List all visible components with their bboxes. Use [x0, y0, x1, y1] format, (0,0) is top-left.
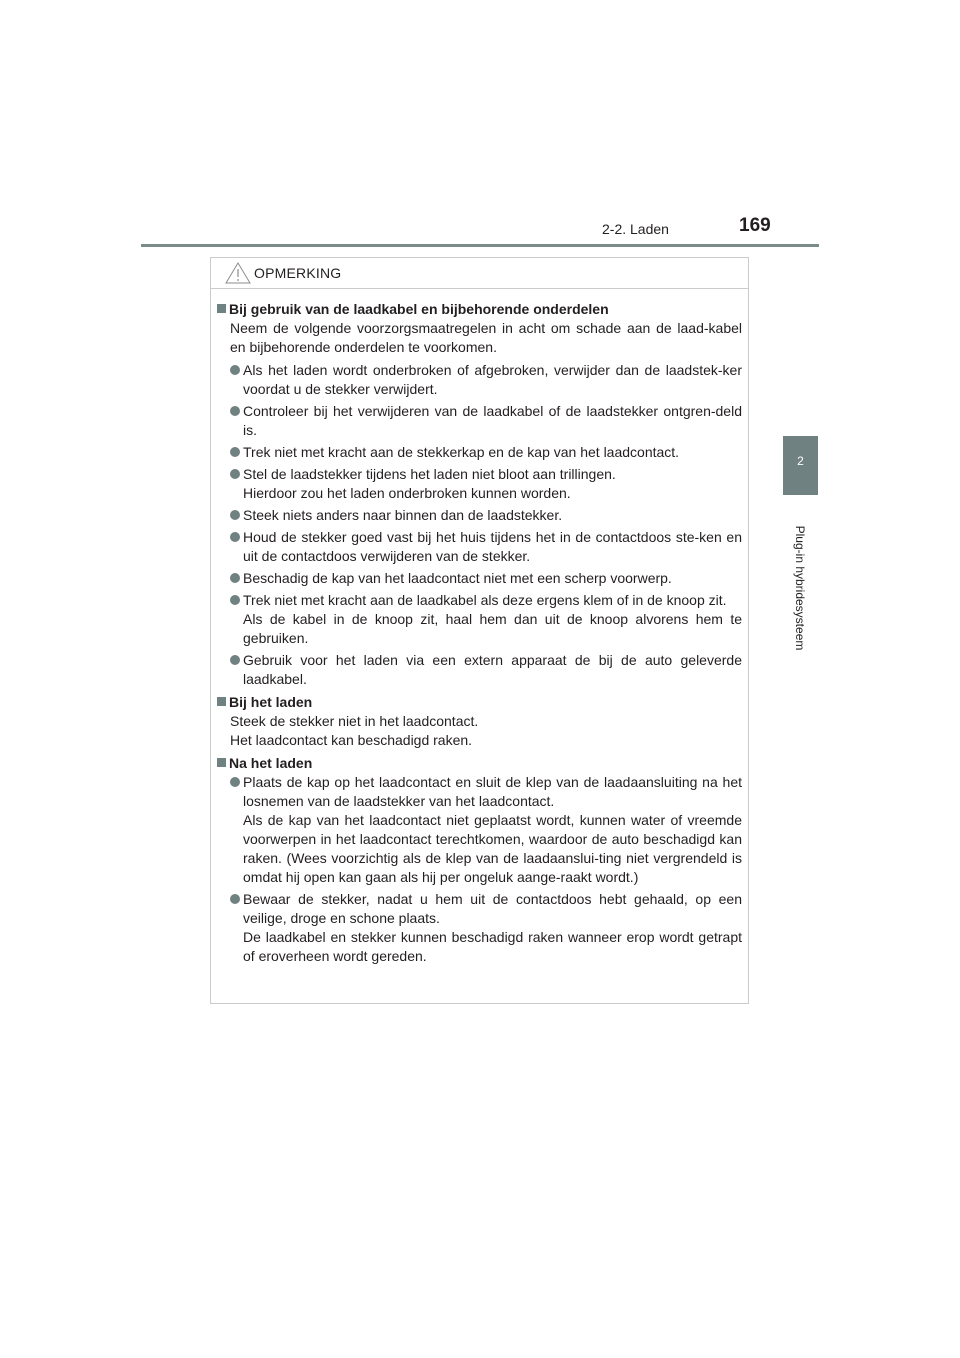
round-bullet-icon — [230, 406, 240, 416]
list-item: Houd de stekker goed vast bij het huis tijdens het in de contactdoos ste-ken en uit de contactdoos verwijderen van de stekker. — [217, 528, 742, 566]
section-heading: Bij het laden — [217, 693, 742, 712]
list-item: Beschadig de kap van het laadcontact niet met een scherp voorwerp. — [217, 569, 742, 588]
section-text: Steek de stekker niet in het laadcontact. Het laadcontact kan beschadigd raken. — [230, 713, 479, 748]
round-bullet-icon — [230, 365, 240, 375]
section-title: 2-2. Laden — [602, 221, 669, 237]
round-bullet-icon — [230, 777, 240, 787]
section-after-charging — [217, 754, 742, 966]
section-intro: Neem de volgende voorzorgsmaatregelen in acht om schade aan de laad-kabel en bijbehorende onderdelen te voorkomen. — [230, 320, 742, 355]
chapter-number: 2 — [797, 454, 804, 468]
section-charging-cable — [217, 300, 742, 689]
list-item: Plaats de kap op het laadcontact en sluit de klep van de laadaansluiting na het losnemen van de laadstekker van het laadcontact. Als de kap van het laadcontact niet geplaatst wordt, kunnen water of vreemde voorwerpen in het laadcontact terechtkomen, waardoor de auto beschadigd kan raken. (Wees voorzichtig als de klep van de laadaanslui-ting niet vergrendeld is omdat hij open kan gaan als hij per ongeluk aange-raakt wordt.) — [217, 773, 742, 887]
round-bullet-icon — [230, 447, 240, 457]
round-bullet-icon — [230, 573, 240, 583]
section-heading: Na het laden — [217, 754, 742, 773]
round-bullet-icon — [230, 532, 240, 542]
list-item: Stel de laadstekker tijdens het laden niet bloot aan trillingen. Hierdoor zou het laden onderbroken kunnen worden. — [217, 465, 742, 503]
round-bullet-icon — [230, 894, 240, 904]
round-bullet-icon — [230, 510, 240, 520]
chapter-title-vertical — [790, 525, 810, 651]
list-item: Steek niets anders naar binnen dan de laadstekker. — [217, 506, 742, 525]
notice-title: OPMERKING — [254, 265, 342, 281]
round-bullet-icon — [230, 595, 240, 605]
chapter-tab — [783, 436, 818, 495]
round-bullet-icon — [230, 469, 240, 479]
chapter-title: Plug-in hybridesysteem — [793, 525, 807, 651]
notice-box — [210, 257, 749, 1004]
list-item: Gebruik voor het laden via een extern apparaat de bij de auto geleverde laadkabel. — [217, 651, 742, 689]
list-item: Controleer bij het verwijderen van de laadkabel of de laadstekker ontgren-deld is. — [217, 402, 742, 440]
warning-triangle-icon — [225, 262, 251, 284]
section-heading: Bij gebruik van de laadkabel en bijbehorende onderdelen — [217, 300, 742, 319]
list-item: Trek niet met kracht aan de laadkabel als deze ergens klem of in de knoop zit. Als de kabel in de knoop zit, haal hem dan uit de knoop alvorens hem te gebruiken. — [217, 591, 742, 648]
list-item: Als het laden wordt onderbroken of afgebroken, verwijder dan de laadstek-ker voordat u de stekker verwijdert. — [217, 361, 742, 399]
square-bullet-icon — [217, 304, 226, 313]
header-divider — [141, 244, 819, 247]
square-bullet-icon — [217, 697, 226, 706]
round-bullet-icon — [230, 655, 240, 665]
list-item: Bewaar de stekker, nadat u hem uit de contactdoos hebt gehaald, op een veilige, droge en schone plaats. De laadkabel en stekker kunnen beschadigd raken wanneer erop wordt getrapt of eroverheen wordt gereden. — [217, 890, 742, 966]
section-while-charging — [217, 693, 742, 750]
page-number: 169 — [739, 215, 771, 236]
square-bullet-icon — [217, 758, 226, 767]
notice-header — [211, 258, 748, 289]
list-item: Trek niet met kracht aan de stekkerkap en de kap van het laadcontact. — [217, 443, 742, 462]
notice-body — [217, 300, 742, 970]
